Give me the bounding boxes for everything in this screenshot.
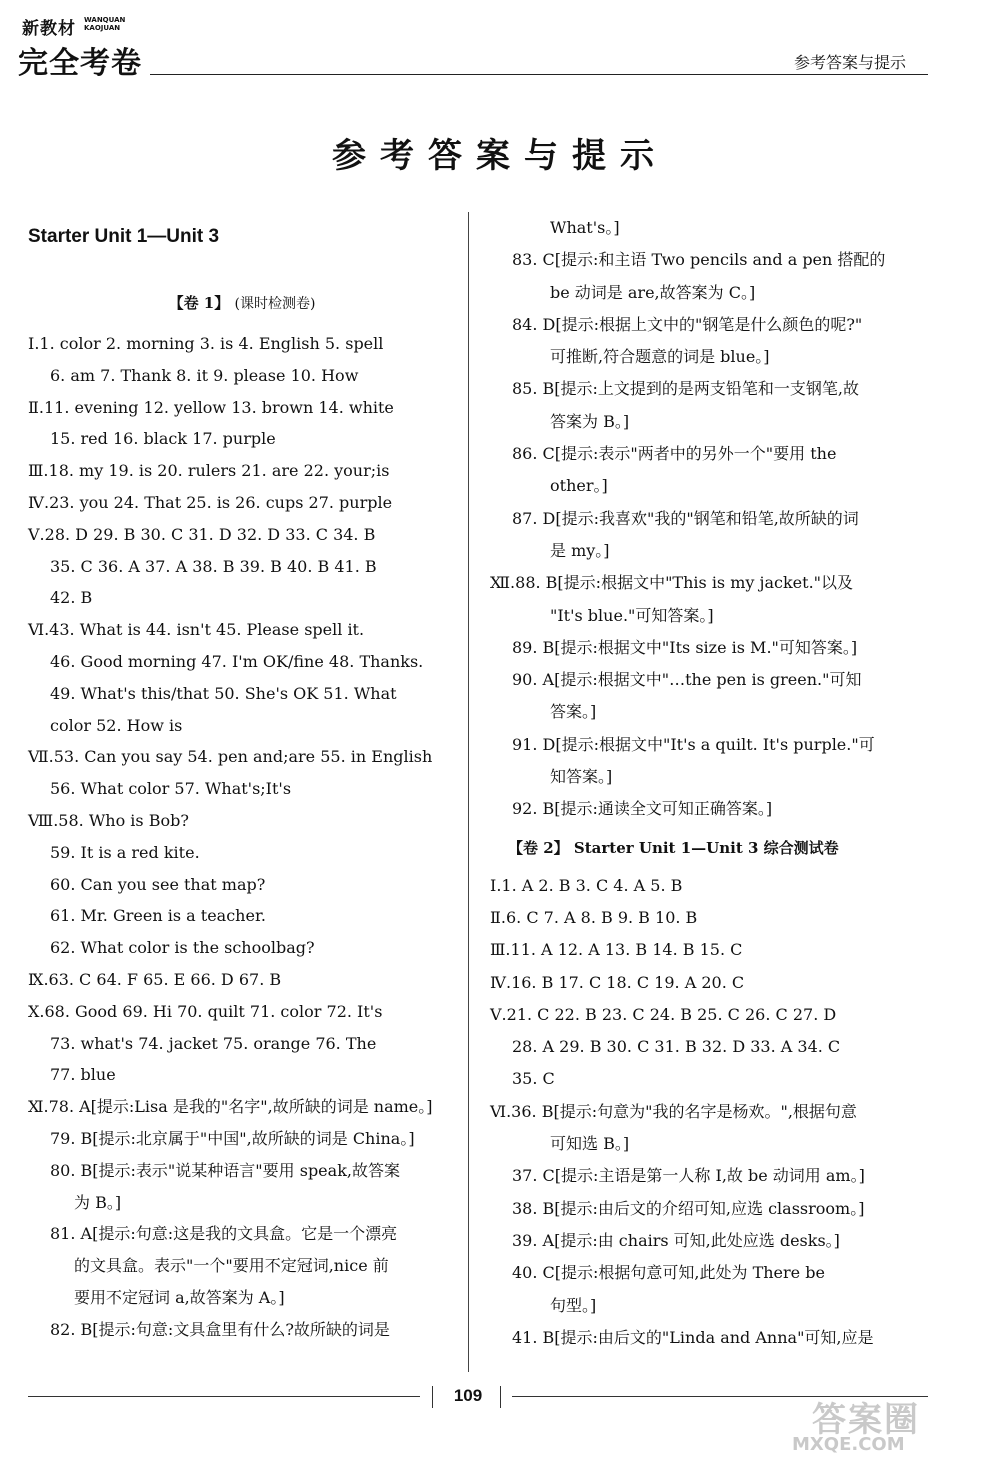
answer-line: 85. B[提示:上文提到的是两支铅笔和一支钢笔,故 [512, 379, 860, 399]
answer-line: 81. A[提示:句意:这是我的文具盒。它是一个漂亮 [50, 1224, 398, 1244]
logo-en-line-2: KAOJUAN [84, 24, 121, 32]
answer-line: Ⅵ.36. B[提示:句意为"我的名字是杨欢。",根据句意 [490, 1101, 857, 1121]
watermark [792, 1392, 982, 1456]
answer-line: 40. C[提示:根据句意可知,此处为 There be [512, 1263, 825, 1283]
answer-line: 79. B[提示:北京属于"中国",故所缺的词是 China。] [50, 1128, 415, 1148]
answer-line: Ⅳ.16. B 17. C 18. C 19. A 20. C [490, 972, 745, 992]
logo-main-text: 完全考卷 [18, 46, 142, 81]
answer-line: 42. B [50, 588, 93, 608]
answer-line: What's。] [550, 218, 620, 237]
answer-line: 90. A[提示:根据文中"…the pen is green."可知 [512, 670, 862, 690]
answer-line: 答案。] [550, 702, 597, 722]
left-column [28, 212, 456, 1346]
volume-2-heading: 【卷 2】 Starter Unit 1—Unit 3 综合测试卷 [508, 838, 839, 857]
answer-line: Ⅱ.6. C 7. A 8. B 9. B 10. B [490, 907, 698, 927]
answer-line: other。] [550, 476, 608, 496]
answer-line: 35. C [512, 1069, 555, 1089]
answer-line: Ⅰ.1. color 2. morning 3. is 4. English 5. spell [28, 334, 384, 353]
answer-line: Ⅸ.63. C 64. F 65. E 66. D 67. B [28, 969, 282, 989]
answer-line: 87. D[提示:我喜欢"我的"钢笔和铅笔,故所缺的词 [512, 508, 859, 528]
answer-line: 60. Can you see that map? [50, 874, 266, 894]
section-heading: Starter Unit 1—Unit 3 [28, 226, 220, 247]
answer-line: 为 B。] [74, 1192, 122, 1212]
answer-line: 句型。] [550, 1295, 597, 1315]
answer-line: 86. C[提示:表示"两者中的另外一个"要用 the [512, 444, 837, 464]
watermark-url: MXQE.COM [792, 1434, 905, 1455]
answer-line: 39. A[提示:由 chairs 可知,此处应选 desks。] [512, 1230, 840, 1250]
answer-line: 80. B[提示:表示"说某种语言"要用 speak,故答案 [50, 1160, 400, 1180]
volume-1-heading [28, 288, 456, 328]
logo-en-line-1: WANQUAN [84, 16, 126, 24]
volume-1-label: 【卷 1】 [168, 294, 230, 312]
answer-line: 84. D[提示:根据上文中的"钢笔是什么颜色的呢?" [512, 314, 863, 334]
left-answer-list [28, 328, 456, 1346]
answer-line: 38. B[提示:由后文的介绍可知,应选 classroom。] [512, 1198, 865, 1218]
answer-line: 知答案。] [550, 767, 613, 787]
footer-bar-left [432, 1386, 433, 1408]
answer-line: 37. C[提示:主语是第一人称 I,故 be 动词用 am。] [512, 1166, 865, 1186]
answer-line: Ⅴ.21. C 22. B 23. C 24. B 25. C 26. C 27. D [490, 1004, 837, 1024]
answer-line: 62. What color is the schoolbag? [50, 938, 315, 958]
answer-line: 41. B[提示:由后文的"Linda and Anna"可知,应是 [512, 1327, 874, 1347]
answer-line: 28. A 29. B 30. C 31. B 32. D 33. A 34. C [512, 1037, 841, 1057]
watermark-logo: 答案圈 [812, 1400, 920, 1440]
answer-line: 61. Mr. Green is a teacher. [50, 906, 266, 926]
answer-line: 可推断,符合题意的词是 blue。] [550, 347, 770, 367]
answer-line: Ⅻ.88. B[提示:根据文中"This is my jacket."以及 [490, 573, 854, 593]
answer-line: Ⅲ.18. my 19. is 20. rulers 21. are 22. your;is [28, 461, 390, 481]
answer-line: Ⅺ.78. A[提示:Lisa 是我的"名字",故所缺的词是 name。] [28, 1097, 433, 1117]
answer-line: Ⅴ.28. D 29. B 30. C 31. D 32. D 33. C 34. B [28, 524, 376, 544]
answer-line: 答案为 B。] [550, 411, 630, 431]
answer-line: 46. Good morning 47. I'm OK/fine 48. Thanks. [50, 651, 424, 671]
footer-bar-right [500, 1386, 501, 1408]
answer-line: Ⅵ.43. What is 44. isn't 45. Please spell it. [28, 620, 365, 640]
answer-line: Ⅶ.53. Can you say 54. pen and;are 55. in English [28, 747, 433, 767]
header-rule [150, 74, 928, 75]
answer-line: Ⅲ.11. A 12. A 13. B 14. B 15. C [490, 940, 743, 960]
answer-line: Ⅹ.68. Good 69. Hi 70. quilt 71. color 72. It's [28, 1001, 383, 1021]
answer-line: Ⅳ.23. you 24. That 25. is 26. cups 27. purple [28, 492, 393, 512]
answer-line: Ⅰ.1. A 2. B 3. C 4. A 5. B [490, 875, 683, 895]
answer-line: 6. am 7. Thank 8. it 9. please 10. How [50, 365, 359, 385]
logo-english [84, 16, 125, 32]
column-divider [468, 212, 469, 1372]
answer-line: 82. B[提示:句意:文具盒里有什么?故所缺的词是 [50, 1319, 390, 1339]
answer-line: 89. B[提示:根据文中"Its size is M."可知答案。] [512, 637, 858, 657]
right-answer-list-a [490, 212, 930, 826]
answer-line: 49. What's this/that 50. She's OK 51. What [50, 683, 397, 703]
answer-line: 83. C[提示:和主语 Two pencils and a pen 搭配的 [512, 250, 886, 270]
answer-line: 是 my。] [550, 540, 610, 560]
header-section-title: 参考答案与提示 [793, 53, 906, 72]
answer-line: be 动词是 are,故答案为 C。] [550, 282, 756, 302]
right-column [490, 212, 930, 1354]
answer-line: 77. blue [50, 1065, 116, 1085]
page-number: 109 [453, 1386, 483, 1405]
page-title: 参考答案与提示 [332, 136, 668, 176]
footer-rule-left [28, 1396, 420, 1397]
answer-line: 91. D[提示:根据文中"It's a quilt. It's purple."可 [512, 734, 875, 754]
answer-line: 59. It is a red kite. [50, 842, 200, 862]
answer-line: 要用不定冠词 a,故答案为 A。] [74, 1287, 285, 1307]
answer-line: Ⅷ.58. Who is Bob? [28, 810, 189, 830]
answer-line: 73. what's 74. jacket 75. orange 76. The [50, 1033, 377, 1053]
answer-line: Ⅱ.11. evening 12. yellow 13. brown 14. white [28, 397, 394, 417]
answer-line: 的文具盒。表示"一个"要用不定冠词,nice 前 [74, 1256, 389, 1276]
answer-line: 15. red 16. black 17. purple [50, 429, 276, 449]
answer-line: "It's blue."可知答案。] [550, 605, 714, 625]
answer-line: 35. C 36. A 37. A 38. B 39. B 40. B 41. B [50, 556, 377, 576]
answer-line: 92. B[提示:通读全文可知正确答案。] [512, 799, 773, 819]
volume-1-subtitle: (课时检测卷) [234, 296, 316, 312]
answer-line: 56. What color 57. What's;It's [50, 779, 292, 799]
answer-line: color 52. How is [50, 715, 183, 735]
logo-top-text: 新教材 [22, 19, 76, 39]
page-header [0, 0, 1000, 80]
right-answer-list-b [490, 870, 930, 1354]
answer-line: 可知选 B。] [550, 1134, 630, 1154]
